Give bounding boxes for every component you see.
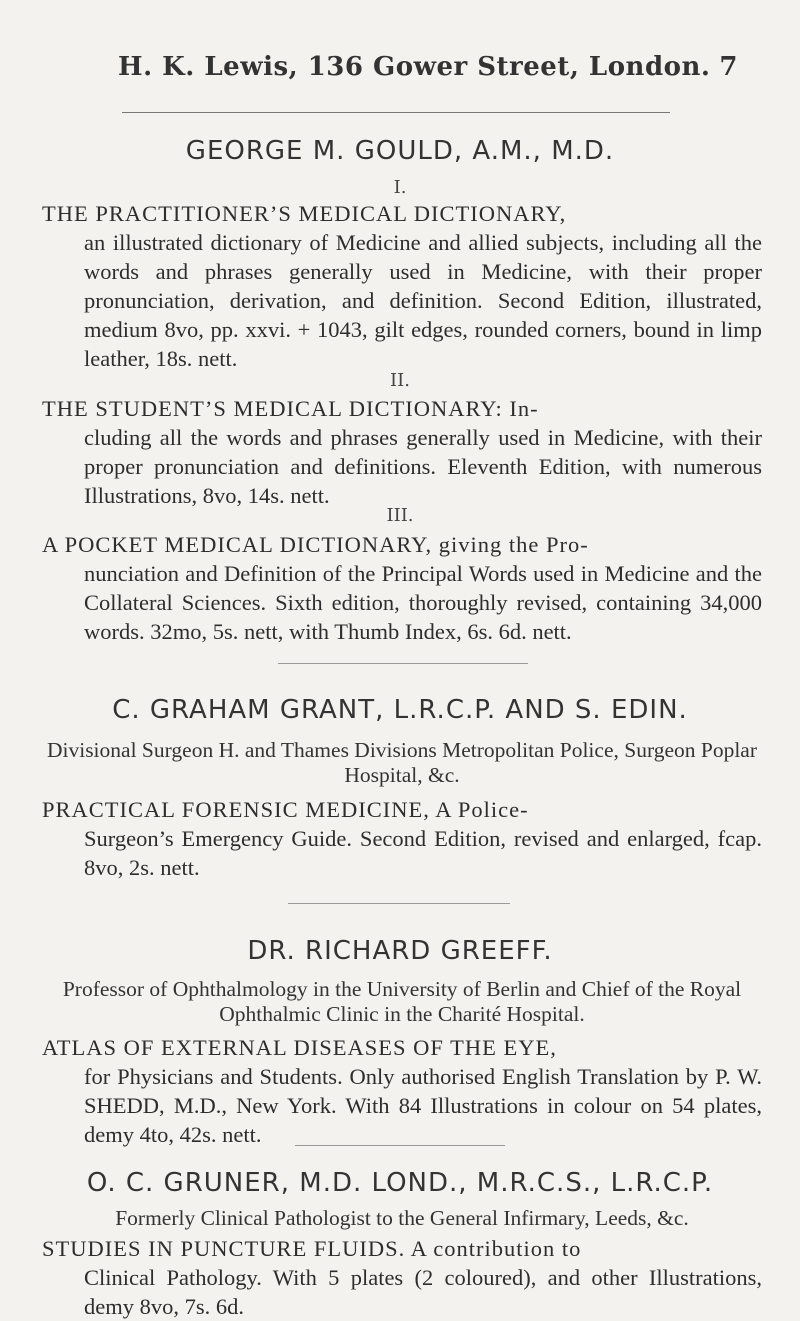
author-heading: O. C. GRUNER, M.D. LOND., M.R.C.S., L.R.C.P. bbox=[86, 1168, 714, 1198]
author-heading: GEORGE M. GOULD, A.M., M.D. bbox=[185, 136, 615, 166]
entry-description: an illustrated dictionary of Medicine and allied subjects, including all the words and phrases generally used in Medicine, with their proper pronunciation, derivation, and definition. Second Edition, illustrated, medium 8vo, pp. xxvi. + 1043, gilt edges, rounded corners, bound in limp leather, 18s. nett. bbox=[84, 230, 762, 371]
running-head bbox=[118, 52, 738, 82]
entry-numeral: I. bbox=[393, 177, 407, 198]
entry-numeral: II. bbox=[390, 370, 410, 391]
section-divider bbox=[278, 663, 528, 664]
book-entry bbox=[42, 199, 762, 373]
section-divider bbox=[295, 1145, 505, 1146]
entry-title-line: ATLAS OF EXTERNAL DISEASES OF THE EYE, bbox=[42, 1035, 557, 1060]
book-entry bbox=[42, 530, 762, 646]
author-credentials: Divisional Surgeon H. and Thames Divisions Metropolitan Police, Surgeon Poplar Hospital, &c. bbox=[46, 738, 758, 787]
header-rule bbox=[122, 112, 670, 113]
publisher-address: H. K. Lewis, 136 Gower Street, London. bbox=[118, 52, 711, 82]
entry-description: Surgeon’s Emergency Guide. Second Edition, revised and enlarged, fcap. 8vo, 2s. nett. bbox=[84, 826, 762, 880]
section-divider bbox=[288, 903, 510, 904]
book-entry bbox=[42, 394, 762, 510]
entry-title-line: THE PRACTITIONER’S MEDICAL DICTIONARY, bbox=[42, 201, 567, 226]
author-credentials: Professor of Ophthalmology in the University of Berlin and Chief of the Royal Ophthalmic Clinic in the Charité Hospital. bbox=[62, 977, 742, 1026]
entry-title-line: A POCKET MEDICAL DICTIONARY, giving the Pro- bbox=[42, 532, 589, 557]
author-credentials: Formerly Clinical Pathologist to the General Infirmary, Leeds, &c. bbox=[115, 1206, 689, 1230]
entry-description: for Physicians and Students. Only authorised English Translation by P. W. SHEDD, M.D., New York. With 84 Illustrations in colour on 54 plates, demy 4to, 42s. nett. bbox=[84, 1064, 762, 1147]
entry-description: nunciation and Definition of the Principal Words used in Medicine and the Collateral Sciences. Sixth edition, thoroughly revised, containing 34,000 words. 32mo, 5s. nett, with Thumb Index, 6s. 6d. nett. bbox=[84, 561, 762, 644]
page-number: 7 bbox=[719, 52, 738, 82]
entry-title-line: THE STUDENT’S MEDICAL DICTIONARY: In- bbox=[42, 396, 539, 421]
author-heading: DR. RICHARD GREEFF. bbox=[247, 936, 553, 966]
entry-description: Clinical Pathology. With 5 plates (2 coloured), and other Illustrations, demy 8vo, 7s. 6d. bbox=[84, 1265, 762, 1319]
author-heading: C. GRAHAM GRANT, L.R.C.P. AND S. EDIN. bbox=[112, 695, 688, 725]
book-entry bbox=[42, 795, 762, 882]
entry-title-line: STUDIES IN PUNCTURE FLUIDS. A contribution to bbox=[42, 1236, 582, 1261]
entry-description: cluding all the words and phrases generally used in Medicine, with their proper pronunciation and definitions. Eleventh Edition, with numerous Illustrations, 8vo, 14s. nett. bbox=[84, 425, 762, 508]
entry-numeral: III. bbox=[386, 505, 414, 526]
book-entry bbox=[42, 1234, 762, 1321]
book-entry bbox=[42, 1033, 762, 1149]
entry-title-line: PRACTICAL FORENSIC MEDICINE, A Police- bbox=[42, 797, 529, 822]
